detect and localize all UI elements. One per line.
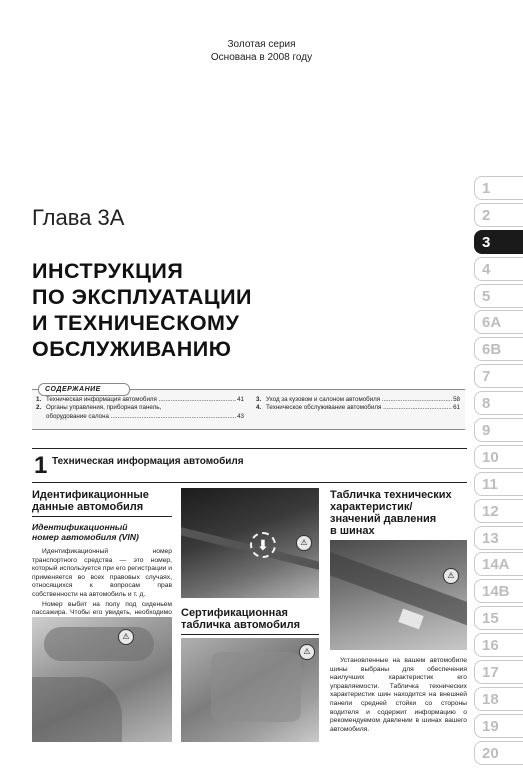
chapter-tab-1[interactable]: 1 [474, 176, 523, 200]
toc-item-text: Уход за кузовом и салоном автомобиля ..... [266, 396, 452, 404]
chapter-tab-7[interactable]: 7 [474, 364, 523, 388]
certification-plate-photo [181, 638, 319, 742]
heading-underline [181, 634, 319, 635]
chapter-tab-12[interactable]: 12 [474, 499, 523, 523]
toc-item[interactable] [256, 404, 460, 412]
toc-item-continuation[interactable] [36, 413, 244, 421]
section-number: 1 [34, 452, 48, 479]
heading-line: значений давления [330, 513, 437, 525]
toc-column-left [36, 396, 244, 421]
heading-line: Табличка технических [330, 489, 452, 501]
column-identification [32, 489, 172, 626]
identification-heading [32, 489, 172, 513]
heading-line: Сертификационная [181, 607, 288, 619]
column-certification [181, 607, 319, 635]
heading-line: Идентификационные [32, 489, 149, 501]
chapter-label: Глава 3А [32, 205, 125, 230]
toc-item[interactable] [36, 404, 244, 412]
warning-icon: ⚠ [299, 644, 315, 660]
series-founded: Основана в 2008 году [210, 52, 313, 63]
toc-heading: СОДЕРЖАНИЕ [38, 383, 130, 396]
toc-item-page: 43 [237, 412, 244, 420]
chapter-title [32, 258, 362, 362]
subheading-line: номер автомобиля (VIN) [32, 532, 139, 542]
table-of-contents [32, 386, 465, 430]
chapter-tab-13[interactable]: 13 [474, 526, 523, 550]
toc-item-number: 4. [256, 404, 262, 412]
heading-line: в шинах [330, 525, 375, 537]
toc-item-number: 1. [36, 396, 42, 403]
chapter-tab-3[interactable]: 3 [474, 230, 523, 254]
chapter-tab-16[interactable]: 16 [474, 633, 523, 657]
warning-icon: ⚠ [443, 568, 459, 584]
toc-item-text: Техническая информация автомобиля ..... [46, 396, 236, 404]
chapter-tab-8[interactable]: 8 [474, 391, 523, 415]
chapter-tab-14a[interactable]: 14A [474, 552, 523, 576]
vin-subheading [32, 522, 172, 542]
heading-underline [32, 516, 172, 517]
chapter-tab-2[interactable]: 2 [474, 203, 523, 227]
toc-item-text: Органы управления, приборная панель, [46, 404, 162, 412]
toc-column-right [256, 396, 460, 413]
chapter-tab-6a[interactable]: 6A [474, 310, 523, 334]
vin-window-photo [181, 488, 319, 598]
tire-plate-paragraph: Установленные на вашем автомобиле шины выбраны для обеспечения наилучших характеристик его управляемости. Табличка технических характеристик шин находится на внешней панели средней стойки со стороны водителя и содержит информацию о рекомендуемом давлении в шинах вашего автомобиля. [330, 657, 467, 733]
vin-location-paragraph: Номер выбит на полу под сиденьем пассажира. Чтобы его увидеть, необходимо [32, 600, 172, 617]
chapter-tab-9[interactable]: 9 [474, 418, 523, 442]
section-title: Техническая информация автомобиля [52, 456, 244, 467]
toc-item[interactable] [36, 396, 244, 404]
chapter-tab-19[interactable]: 19 [474, 714, 523, 738]
column-tire-plate [330, 489, 467, 541]
toc-item[interactable] [256, 396, 460, 404]
chapter-tab-11[interactable]: 11 [474, 472, 523, 496]
chapter-tab-4[interactable]: 4 [474, 257, 523, 281]
chapter-tab-14b[interactable]: 14B [474, 579, 523, 603]
toc-item-text: Техническое обслуживание автомобиля ..... [266, 404, 452, 412]
chapter-tab-18[interactable]: 18 [474, 687, 523, 711]
chapter-tab-10[interactable]: 10 [474, 445, 523, 469]
chapter-tab-15[interactable]: 15 [474, 606, 523, 630]
chapter-title-line: ПО ЭКСПЛУАТАЦИИ [32, 285, 252, 309]
tire-plate-photo [330, 540, 467, 650]
toc-item-text-continued: оборудование салона ..... [46, 413, 236, 421]
toc-item-page: 58 [453, 396, 460, 403]
chapter-tab-20[interactable]: 20 [474, 741, 523, 765]
toc-item-number: 2. [36, 404, 42, 412]
chapter-title-line: ОБСЛУЖИВАНИЮ [32, 337, 232, 361]
chapter-tabs [474, 176, 523, 768]
series-name: Золотая серия [227, 39, 296, 50]
heading-line: характеристик/ [330, 501, 413, 513]
chapter-tab-6b[interactable]: 6B [474, 337, 523, 361]
subheading-line: Идентификационный [32, 522, 128, 532]
section-rule-bottom [32, 482, 467, 483]
chapter-title-line: И ТЕХНИЧЕСКОМУ [32, 311, 240, 335]
toc-item-page: 61 [453, 404, 460, 412]
heading-line: данные автомобиля [32, 501, 144, 513]
vin-location-photo [32, 617, 172, 742]
warning-icon: ⚠ [296, 535, 312, 551]
arrow-down-icon: ⬇ [250, 532, 276, 558]
chapter-tab-17[interactable]: 17 [474, 660, 523, 684]
section-rule-top [32, 448, 467, 449]
series-header [0, 38, 523, 64]
toc-item-number: 3. [256, 396, 262, 403]
tire-plate-heading [330, 489, 467, 537]
toc-item-page: 41 [237, 396, 244, 403]
heading-line: табличка автомобиля [181, 619, 301, 631]
warning-icon: ⚠ [118, 629, 134, 645]
certification-heading [181, 607, 319, 631]
vin-paragraph: Идентификационный номер транспортного средства — это номер, который используется при его регистрации и применяется во всех правовых случаях, относящихся к вопросам прав собственности на автомобиль и т. д. [32, 548, 172, 598]
chapter-title-line: ИНСТРУКЦИЯ [32, 259, 184, 283]
chapter-tab-5[interactable]: 5 [474, 284, 523, 308]
